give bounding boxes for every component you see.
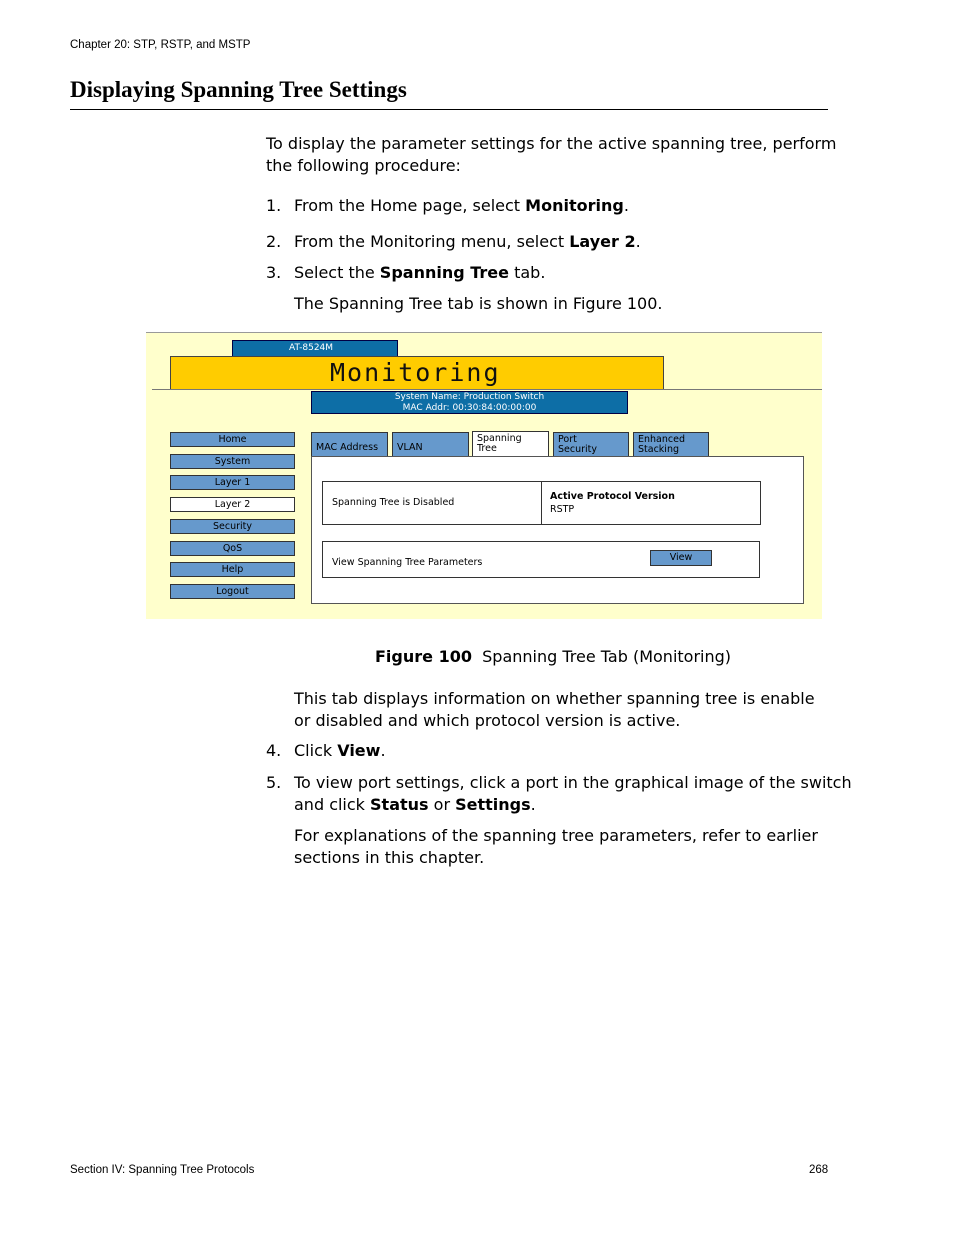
tab-label: Port [558,434,577,445]
step-bold: Status [370,795,429,814]
protocol-label: Active Protocol Version [550,491,675,502]
step-text: and click [294,795,371,814]
step-3 [294,262,545,284]
view-button[interactable]: View [650,550,712,566]
paragraph-line: sections in this chapter. [294,848,485,867]
paragraph-line: For explanations of the spanning tree parameters, refer to earlier [294,826,818,845]
step-number: 3. [266,263,282,282]
tab-label: Spanning [477,433,522,444]
intro-paragraph [266,133,836,177]
stp-status: Spanning Tree is Disabled [332,497,455,508]
step-bold: Spanning Tree [379,263,509,282]
nav-help-button[interactable]: Help [170,562,295,577]
step-number: 2. [266,232,282,251]
step-text: . [635,232,641,251]
nav-qos-button[interactable]: QoS [170,541,295,556]
title-rule [70,109,828,110]
page-title: Monitoring [330,358,501,387]
tab-label: VLAN [397,442,423,453]
nav-system-button[interactable]: System [170,454,295,469]
step-5 [294,772,852,816]
step-bold: Monitoring [525,196,624,215]
step-4 [294,740,386,762]
step-2 [294,231,641,253]
system-name: System Name: Production Switch [394,392,545,402]
tab-mac-address[interactable] [311,432,388,457]
step-bold: Settings [455,795,531,814]
tab-panel [311,456,804,604]
tab-vlan[interactable] [392,432,469,457]
footer-section: Section IV: Spanning Tree Protocols [70,1164,255,1176]
view-params-label: View Spanning Tree Parameters [332,557,483,568]
figure-caption-text: Spanning Tree Tab (Monitoring) [482,647,732,666]
tab-port-security[interactable] [553,432,629,457]
step-text: or [428,795,456,814]
step-text: . [380,741,386,760]
step-text: Click [294,741,338,760]
step-text: . [530,795,536,814]
page-number: 268 [809,1164,829,1176]
nav-logout-button[interactable]: Logout [170,584,295,599]
step-number: 5. [266,773,282,792]
step-text: From the Monitoring menu, select [294,232,570,251]
figure-caption [375,647,731,666]
paragraph-line: This tab displays information on whether spanning tree is enable [294,689,815,708]
tab-label: Security [558,444,598,455]
tab-label: Tree [477,443,497,454]
section-title: Displaying Spanning Tree Settings [70,77,407,102]
nav-layer2-button[interactable]: Layer 2 [170,497,295,512]
mac-address: MAC Addr: 00:30:84:00:00:00 [402,403,537,413]
nav-layer1-button[interactable]: Layer 1 [170,475,295,490]
tab-spanning-tree[interactable] [472,431,549,457]
figure-explanation [294,688,815,732]
step-bold: View [337,741,381,760]
intro-line: the following procedure: [266,156,461,175]
step-text: To view port settings, click a port in the graphical image of the switch [294,773,852,792]
protocol-box [541,481,761,525]
tab-label: Enhanced [638,434,685,445]
step-1 [294,195,629,217]
protocol-value: RSTP [550,504,575,515]
step-text: . [623,196,629,215]
nav-security-button[interactable]: Security [170,519,295,534]
tab-label: Stacking [638,444,679,455]
running-header: Chapter 20: STP, RSTP, and MSTP [70,39,251,51]
nav-home-button[interactable]: Home [170,432,295,447]
tab-enhanced-stacking[interactable] [633,432,709,457]
figure-label: Figure 100 [375,647,472,666]
tab-label: MAC Address [316,442,379,453]
step-text: tab. [509,263,546,282]
step-text: Select the [294,263,380,282]
device-name-bar: AT-8524M [232,340,398,357]
step-bold: Layer 2 [569,232,636,251]
paragraph-line: or disabled and which protocol version is active. [294,711,681,730]
step-number: 4. [266,741,282,760]
intro-line: To display the parameter settings for the active spanning tree, perform [266,134,837,153]
step-number: 1. [266,196,282,215]
divider [152,389,822,390]
figure-reference: The Spanning Tree tab is shown in Figure 100. [294,294,663,313]
closing-paragraph [294,825,818,869]
system-info-bar [311,391,628,414]
step-text: From the Home page, select [294,196,526,215]
